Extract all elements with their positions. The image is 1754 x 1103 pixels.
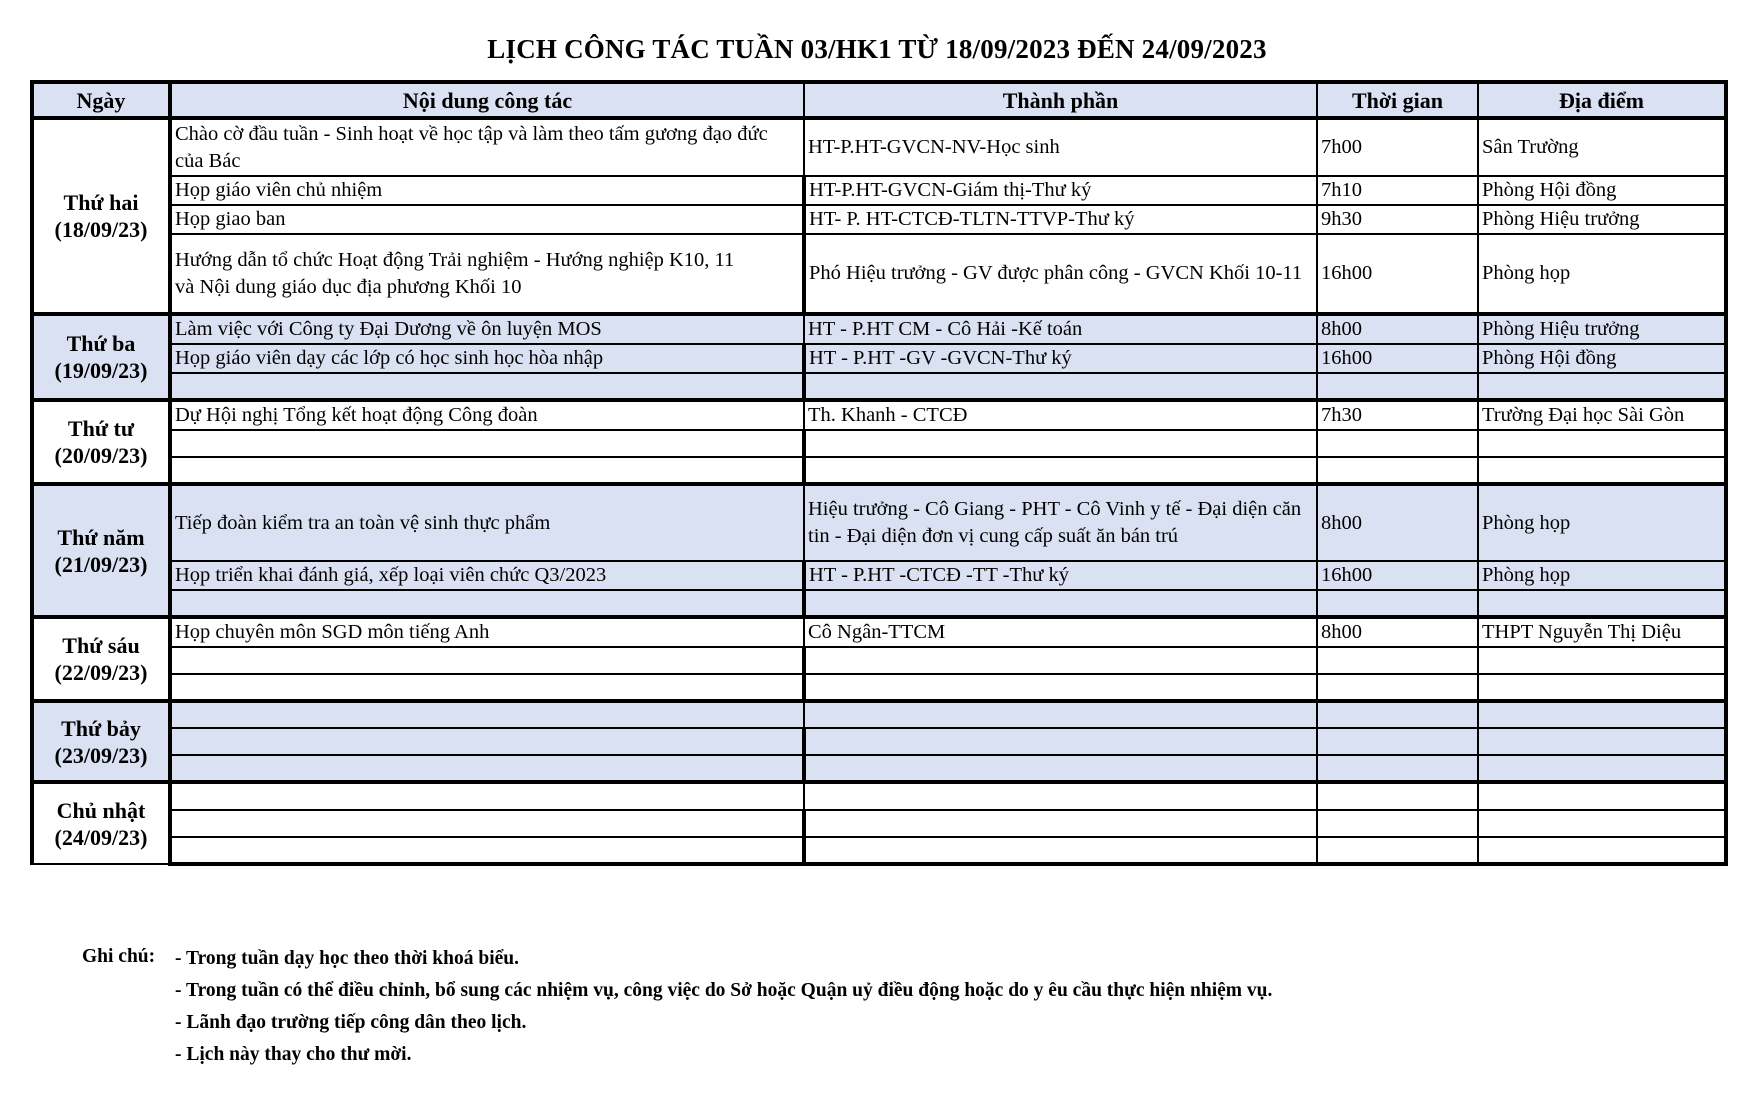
cell-members: [804, 457, 1317, 484]
cell-members: [804, 647, 1317, 674]
cell-content: [170, 373, 804, 400]
cell-time: [1317, 373, 1478, 400]
day-name: Thứ năm: [57, 524, 145, 550]
cell-members: HT - P.HT -GV -GVCN-Thư ký: [804, 344, 1317, 373]
table-row: [32, 674, 1726, 701]
cell-place: Phòng Hiệu trưởng: [1478, 205, 1726, 234]
note-item: - Lịch này thay cho thư mời.: [175, 1044, 412, 1065]
cell-members: [804, 430, 1317, 457]
day-cell: [32, 782, 170, 864]
cell-content: Làm việc với Công ty Đại Dương về ôn luyện MOS: [170, 314, 804, 344]
table-row: [32, 457, 1726, 484]
cell-place: [1478, 701, 1726, 728]
day-cell: [32, 701, 170, 782]
table-row: [32, 430, 1726, 457]
cell-place: Phòng Hội đồng: [1478, 176, 1726, 205]
cell-content: [170, 728, 804, 755]
header-content: Nội dung công tác: [170, 82, 804, 118]
cell-content: Chào cờ đầu tuần - Sinh hoạt về học tập và làm theo tấm gương đạo đức của Bác: [170, 118, 804, 176]
cell-place: Phòng họp: [1478, 561, 1726, 590]
cell-place: [1478, 810, 1726, 837]
day-date: (23/09/23): [54, 742, 148, 768]
cell-time: [1317, 728, 1478, 755]
cell-time: [1317, 782, 1478, 810]
table-row: [32, 561, 1726, 590]
cell-members: Th. Khanh - CTCĐ: [804, 400, 1317, 430]
cell-members: [804, 837, 1317, 864]
cell-place: [1478, 457, 1726, 484]
cell-place: [1478, 782, 1726, 810]
cell-place: Phòng Hiệu trưởng: [1478, 314, 1726, 344]
cell-time: 16h00: [1317, 561, 1478, 590]
table-row: [32, 810, 1726, 837]
cell-place: Sân Trường: [1478, 118, 1726, 176]
cell-time: [1317, 755, 1478, 782]
table-row: [32, 701, 1726, 728]
table-row: [32, 314, 1726, 344]
day-date: (21/09/23): [54, 551, 148, 577]
cell-time: [1317, 430, 1478, 457]
table-row: [32, 617, 1726, 647]
table-row: [32, 837, 1726, 864]
page-title: LỊCH CÔNG TÁC TUẦN 03/HK1 TỪ 18/09/2023 ĐẾN 24/09/2023: [487, 34, 1267, 64]
cell-place: [1478, 728, 1726, 755]
day-date: (22/09/23): [54, 660, 148, 685]
notes-label: Ghi chú:: [82, 946, 156, 967]
table-row: [32, 205, 1726, 234]
header-place: Địa điểm: [1478, 82, 1726, 118]
cell-members: [804, 755, 1317, 782]
table-row: [32, 755, 1726, 782]
cell-time: [1317, 837, 1478, 864]
day-date: (18/09/23): [54, 217, 148, 242]
cell-place: [1478, 647, 1726, 674]
table-row: [32, 118, 1726, 176]
header-members: Thành phần: [804, 82, 1317, 118]
cell-content: [170, 674, 804, 701]
cell-content: Tiếp đoàn kiểm tra an toàn vệ sinh thực phẩm: [170, 484, 804, 561]
cell-content: [170, 430, 804, 457]
cell-time: [1317, 647, 1478, 674]
cell-members: [804, 674, 1317, 701]
cell-time: 8h00: [1317, 314, 1478, 344]
cell-content: [170, 457, 804, 484]
cell-members: [804, 373, 1317, 400]
cell-time: 16h00: [1317, 344, 1478, 373]
note-item: - Trong tuần có thể điều chỉnh, bổ sung các nhiệm vụ, công việc do Sở hoặc Quận uỷ điều động hoặc do y êu cầu thực hiện nhiệm vụ.: [175, 980, 1273, 1001]
day-cell: [32, 118, 170, 314]
cell-time: [1317, 674, 1478, 701]
table-row: [32, 728, 1726, 755]
table-row: [32, 234, 1726, 314]
day-cell: [32, 314, 170, 400]
cell-members: HT - P.HT -CTCĐ -TT -Thư ký: [804, 561, 1317, 590]
table-row: [32, 484, 1726, 561]
cell-members: HT- P. HT-CTCĐ-TLTN-TTVP-Thư ký: [804, 205, 1317, 234]
cell-time: 8h00: [1317, 484, 1478, 561]
cell-content: [170, 701, 804, 728]
cell-members: [804, 810, 1317, 837]
cell-content: [170, 647, 804, 674]
cell-time: 8h00: [1317, 617, 1478, 647]
cell-content: [170, 782, 804, 810]
cell-place: Phòng họp: [1478, 484, 1726, 561]
day-name: Thứ bảy: [61, 715, 141, 741]
day-name: Thứ ba: [66, 331, 136, 356]
cell-time: 7h30: [1317, 400, 1478, 430]
cell-members: [804, 701, 1317, 728]
cell-time: [1317, 810, 1478, 837]
cell-content: [170, 755, 804, 782]
table-row: [32, 647, 1726, 674]
notes-list: [175, 946, 1575, 1074]
day-name: Thứ sáu: [62, 633, 140, 658]
header-time: Thời gian: [1317, 82, 1478, 118]
cell-members: HT-P.HT-GVCN-NV-Học sinh: [804, 118, 1317, 176]
cell-place: THPT Nguyễn Thị Diệu: [1478, 617, 1726, 647]
day-cell: [32, 484, 170, 617]
day-cell: [32, 400, 170, 484]
cell-members: Cô Ngân-TTCM: [804, 617, 1317, 647]
cell-content: Họp triển khai đánh giá, xếp loại viên chức Q3/2023: [170, 561, 804, 590]
cell-place: [1478, 373, 1726, 400]
table-row: [32, 344, 1726, 373]
cell-members: HT - P.HT CM - Cô Hải -Kế toán: [804, 314, 1317, 344]
cell-place: Phòng Hội đồng: [1478, 344, 1726, 373]
header-row: [32, 82, 1726, 118]
cell-place: Phòng họp: [1478, 234, 1726, 314]
cell-content: Hướng dẫn tổ chức Hoạt động Trải nghiệm - Hướng nghiệp K10, 11 và Nội dung giáo dục địa phương Khối 10: [170, 234, 804, 314]
cell-content: Họp giáo viên dạy các lớp có học sinh học hòa nhập: [170, 344, 804, 373]
cell-place: [1478, 755, 1726, 782]
cell-time: [1317, 701, 1478, 728]
cell-content: Họp giao ban: [170, 205, 804, 234]
header-day: Ngày: [32, 82, 170, 118]
cell-members: HT-P.HT-GVCN-Giám thị-Thư ký: [804, 176, 1317, 205]
cell-content: Họp giáo viên chủ nhiệm: [170, 176, 804, 205]
table-row: [32, 782, 1726, 810]
cell-time: 16h00: [1317, 234, 1478, 314]
cell-members: [804, 782, 1317, 810]
cell-place: [1478, 430, 1726, 457]
day-name: Thứ tư: [67, 416, 135, 441]
note-item: - Lãnh đạo trường tiếp công dân theo lịch.: [175, 1012, 527, 1033]
cell-content: [170, 590, 804, 617]
cell-time: 7h10: [1317, 176, 1478, 205]
cell-content: [170, 810, 804, 837]
cell-content: Họp chuyên môn SGD môn tiếng Anh: [170, 617, 804, 647]
cell-time: 9h30: [1317, 205, 1478, 234]
cell-members: [804, 590, 1317, 617]
cell-content: [170, 837, 804, 864]
day-name: Thứ hai: [63, 190, 139, 215]
cell-time: [1317, 457, 1478, 484]
cell-time: 7h00: [1317, 118, 1478, 176]
cell-time: [1317, 590, 1478, 617]
note-item: - Trong tuần dạy học theo thời khoá biểu.: [175, 948, 520, 969]
cell-place: Trường Đại học Sài Gòn: [1478, 400, 1726, 430]
cell-members: Phó Hiệu trưởng - GV được phân công - GVCN Khối 10-11: [804, 234, 1317, 314]
cell-place: [1478, 837, 1726, 864]
cell-members: Hiệu trưởng - Cô Giang - PHT - Cô Vinh y tế - Đại diện căn tin - Đại diện đơn vị cung cấp suất ăn bán trú: [804, 484, 1317, 561]
cell-members: [804, 728, 1317, 755]
cell-place: [1478, 674, 1726, 701]
table-row: [32, 176, 1726, 205]
table-row: [32, 590, 1726, 617]
day-date: (19/09/23): [54, 358, 148, 383]
day-cell: [32, 617, 170, 701]
day-date: (24/09/23): [54, 824, 148, 850]
table-row: [32, 400, 1726, 430]
day-date: (20/09/23): [54, 443, 148, 468]
cell-content: Dự Hội nghị Tổng kết hoạt động Công đoàn: [170, 400, 804, 430]
cell-place: [1478, 590, 1726, 617]
table-row: [32, 373, 1726, 400]
day-name: Chủ nhật: [56, 797, 146, 823]
schedule-table: [30, 80, 1728, 866]
